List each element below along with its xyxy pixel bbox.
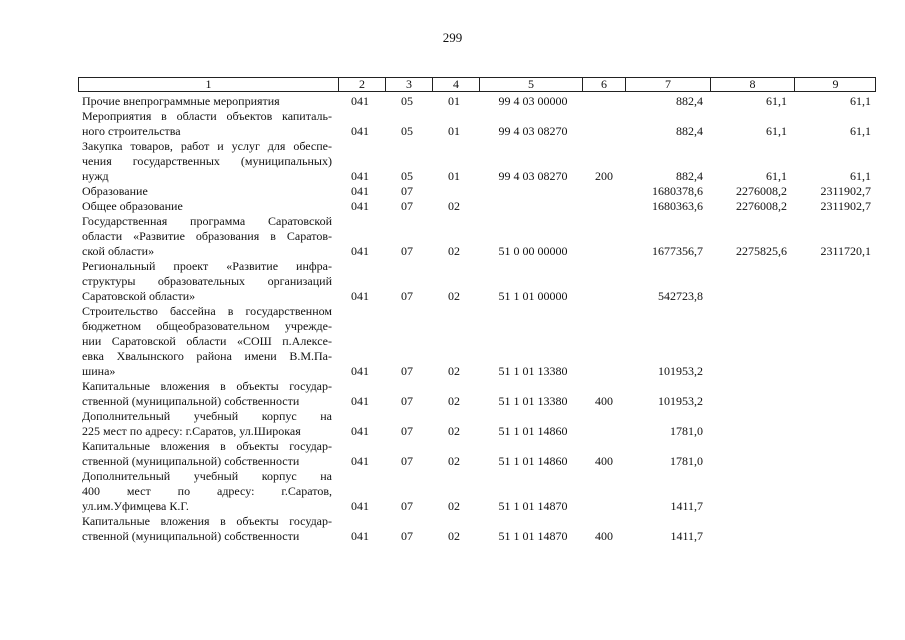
cell-c7: 882,4 [676,124,703,138]
cell-c9: 61,1 [850,169,871,183]
cell-c4: 01 [448,94,460,108]
cell-c4: 02 [448,529,460,543]
cell-c7: 1680378,6 [652,184,703,198]
cell-c8: 61,1 [766,124,787,138]
cell-c4: 01 [448,169,460,183]
cell-c8: 61,1 [766,169,787,183]
cell-c2: 041 [351,424,369,438]
cell-c7: 1411,7 [670,529,703,543]
table-row [0,109,905,139]
cell-c5: 51 1 01 14860 [498,424,568,438]
cell-c7: 1781,0 [670,424,703,438]
table-row [0,199,905,214]
cell-c6: 400 [595,454,613,468]
row-name-line: ул.им.Уфимцева К.Г. [82,499,189,513]
row-name-line: 225 мест по адресу: г.Саратов, ул.Широкая [82,424,301,438]
row-name [82,514,332,544]
row-name [82,409,332,439]
cell-c3: 07 [401,199,413,213]
cell-c3: 07 [401,184,413,198]
table-row [0,409,905,439]
header-col-3: 3 [385,78,432,91]
cell-c7: 882,4 [676,169,703,183]
cell-c2: 041 [351,94,369,108]
cell-c3: 07 [401,454,413,468]
row-name-line: Образование [82,184,148,198]
row-name-line: бюджетном общеобразовательном учрежде- [82,319,332,333]
page-number: 299 [442,30,463,45]
cell-c4: 02 [448,424,460,438]
cell-c3: 07 [401,529,413,543]
cell-c5: 51 1 01 14870 [498,499,568,513]
table-row [0,514,905,544]
cell-c9: 61,1 [850,124,871,138]
table-header [78,77,876,92]
cell-c6: 200 [595,169,613,183]
row-name [82,109,332,139]
cell-c5: 51 1 01 13380 [498,394,568,408]
cell-c6: 400 [595,529,613,543]
cell-c4: 02 [448,289,460,303]
row-name-line: 400 мест по адресу: г.Саратов, [82,484,332,498]
cell-c5: 51 1 01 00000 [498,289,568,303]
cell-c2: 041 [351,199,369,213]
header-col-2: 2 [338,78,385,91]
cell-c8: 61,1 [766,94,787,108]
header-col-6: 6 [582,78,625,91]
cell-c2: 041 [351,364,369,378]
row-name-line: евка Хвалынского района имени В.М.Па- [82,349,332,363]
cell-c5: 51 1 01 14860 [498,454,568,468]
cell-c4: 02 [448,454,460,468]
cell-c2: 041 [351,529,369,543]
table-row [0,469,905,514]
row-name-line: Капитальные вложения в объекты государ- [82,439,332,453]
cell-c8: 2276008,2 [736,199,787,213]
row-name-line: ственной (муниципальной) собственности [82,529,300,543]
row-name-line: Прочие внепрограммные мероприятия [82,94,280,108]
cell-c3: 07 [401,244,413,258]
cell-c5: 99 4 03 08270 [498,169,568,183]
header-col-4: 4 [432,78,479,91]
cell-c2: 041 [351,244,369,258]
table-row [0,259,905,304]
row-name-line: структуры образовательных организаций [82,274,332,288]
cell-c7: 1680363,6 [652,199,703,213]
row-name-line: Капитальные вложения в объекты государ- [82,514,332,528]
row-name-line: нужд [82,169,109,183]
row-name [82,139,332,184]
row-name-line: ного строительства [82,124,181,138]
table-row [0,94,905,109]
cell-c2: 041 [351,169,369,183]
cell-c2: 041 [351,184,369,198]
cell-c2: 041 [351,499,369,513]
cell-c5: 51 1 01 13380 [498,364,568,378]
table-row [0,184,905,199]
table-row [0,439,905,469]
row-name-line: Саратовской области» [82,289,196,303]
row-name-line: Капитальные вложения в объекты государ- [82,379,332,393]
header-col-9: 9 [794,78,876,91]
row-name-line: Мероприятия в области объектов капиталь- [82,109,332,123]
row-name-line: Дополнительный учебный корпус на [82,409,332,423]
cell-c5: 51 0 00 00000 [498,244,568,258]
cell-c8: 2276008,2 [736,184,787,198]
row-name-line: ственной (муниципальной) собственности [82,394,300,408]
header-col-8: 8 [710,78,794,91]
cell-c3: 07 [401,289,413,303]
header-col-5: 5 [479,78,582,91]
cell-c5: 99 4 03 00000 [498,94,568,108]
row-name [82,259,332,304]
cell-c2: 041 [351,454,369,468]
row-name [82,94,332,109]
row-name-line: Закупка товаров, работ и услуг для обеспе- [82,139,332,153]
cell-c7: 882,4 [676,94,703,108]
table-row [0,139,905,184]
cell-c7: 1781,0 [670,454,703,468]
cell-c4: 02 [448,244,460,258]
cell-c9: 2311720,1 [820,244,871,258]
cell-c4: 02 [448,499,460,513]
table-row [0,304,905,379]
cell-c4: 02 [448,364,460,378]
row-name [82,469,332,514]
cell-c2: 041 [351,394,369,408]
row-name-line: ственной (муниципальной) собственности [82,454,300,468]
cell-c3: 07 [401,424,413,438]
row-name-line: Государственная программа Саратовской [82,214,332,228]
row-name-line: Региональный проект «Развитие инфра- [82,259,332,273]
cell-c2: 041 [351,289,369,303]
cell-c9: 2311902,7 [820,199,871,213]
cell-c6: 400 [595,394,613,408]
row-name [82,379,332,409]
row-name-line: шина» [82,364,116,378]
cell-c7: 101953,2 [658,394,703,408]
row-name-line: Общее образование [82,199,183,213]
row-name [82,304,332,379]
cell-c3: 05 [401,124,413,138]
cell-c5: 51 1 01 14870 [498,529,568,543]
table-row [0,214,905,259]
row-name [82,439,332,469]
cell-c3: 07 [401,364,413,378]
cell-c7: 1677356,7 [652,244,703,258]
cell-c7: 101953,2 [658,364,703,378]
cell-c7: 1411,7 [670,499,703,513]
cell-c3: 07 [401,499,413,513]
cell-c4: 02 [448,199,460,213]
header-col-1: 1 [205,77,212,91]
cell-c7: 542723,8 [658,289,703,303]
cell-c3: 05 [401,94,413,108]
row-name [82,199,332,214]
row-name-line: Строительство бассейна в государственном [82,304,332,318]
row-name [82,184,332,199]
row-name-line: нии Саратовской области «СОШ п.Алексе- [82,334,332,348]
row-name-line: Дополнительный учебный корпус на [82,469,332,483]
row-name-line: области «Развитие образования в Саратов- [82,229,332,243]
table-row [0,379,905,409]
row-name-line: чения государственных (муниципальных) [82,154,332,168]
cell-c4: 02 [448,394,460,408]
cell-c5: 99 4 03 08270 [498,124,568,138]
cell-c9: 2311902,7 [820,184,871,198]
cell-c9: 61,1 [850,94,871,108]
header-col-7: 7 [625,78,710,91]
cell-c8: 2275825,6 [736,244,787,258]
cell-c2: 041 [351,124,369,138]
row-name [82,214,332,259]
cell-c4: 01 [448,124,460,138]
cell-c3: 07 [401,394,413,408]
row-name-line: ской области» [82,244,155,258]
cell-c3: 05 [401,169,413,183]
